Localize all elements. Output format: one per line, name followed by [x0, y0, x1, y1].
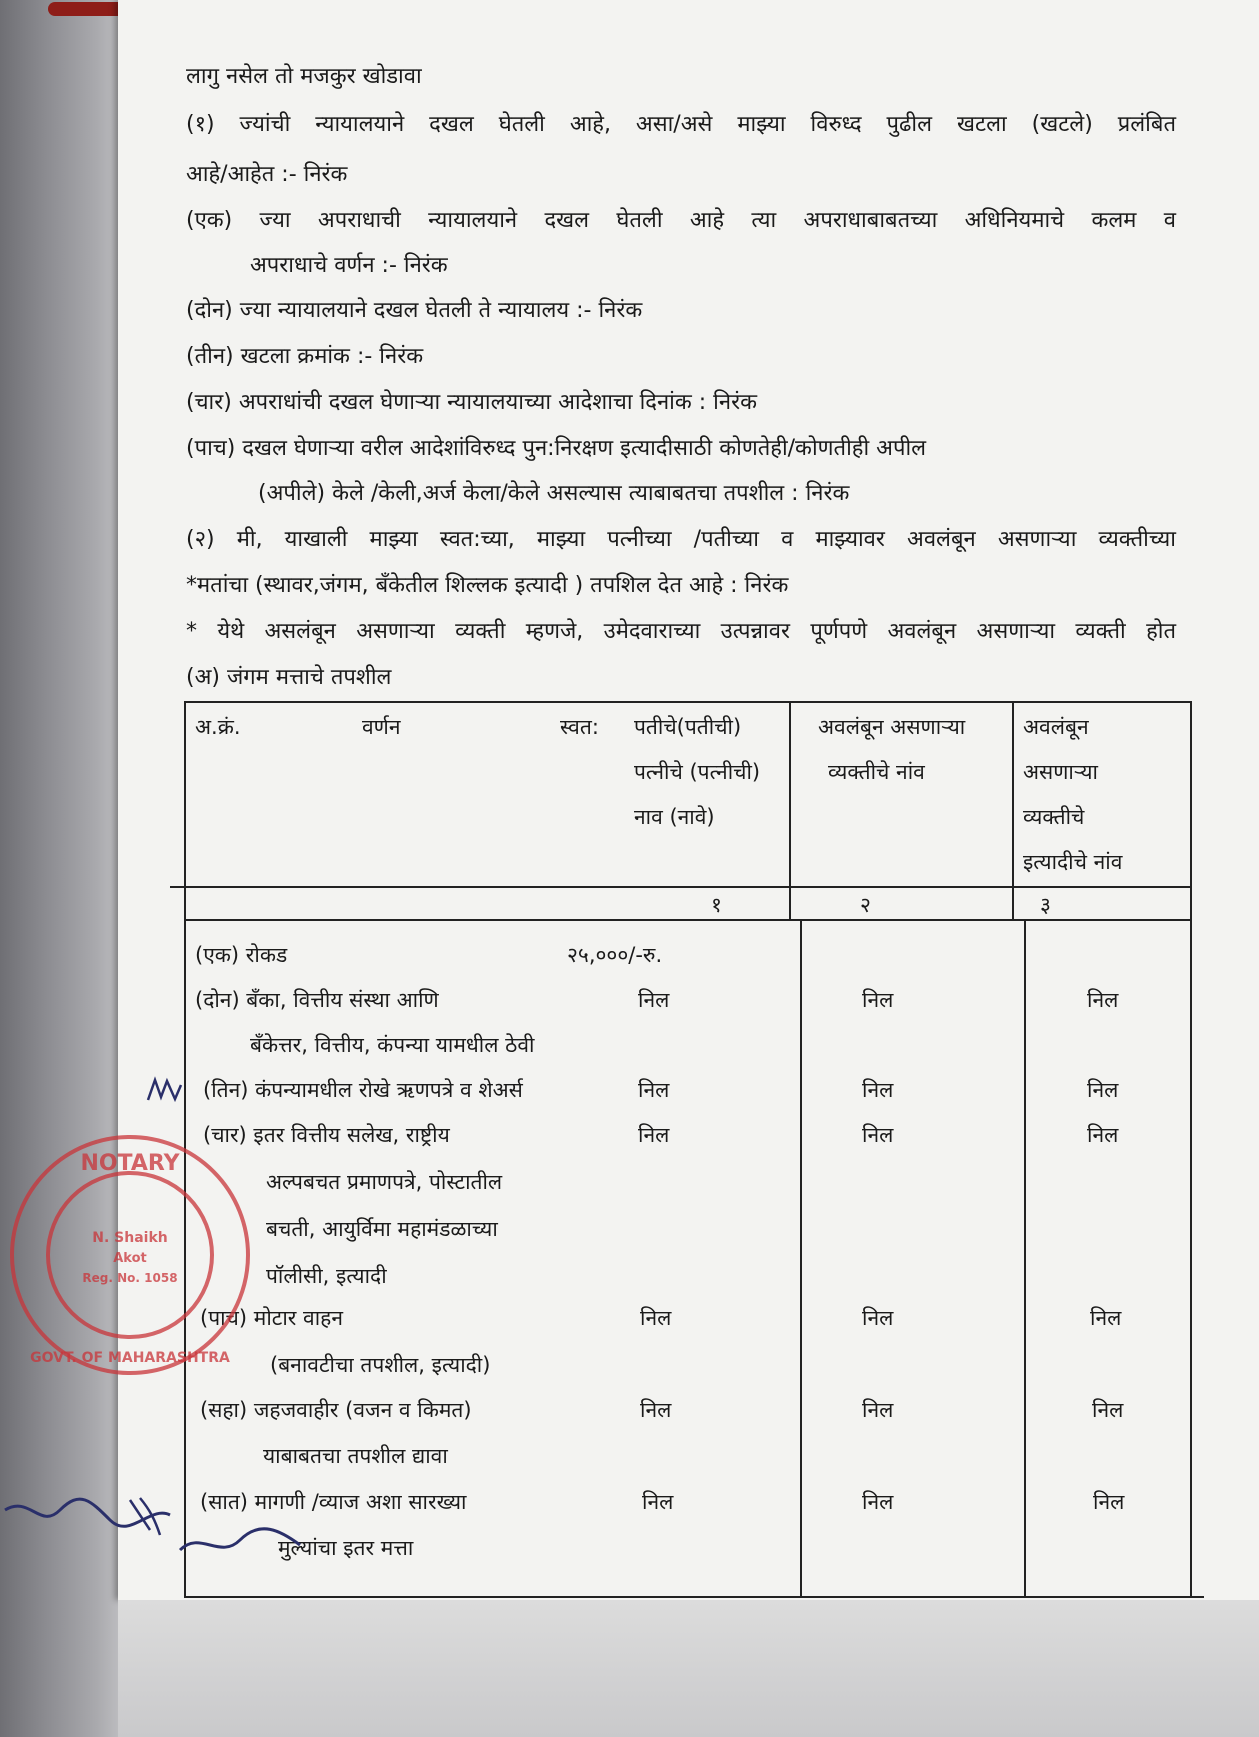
row4-spouse: निल	[638, 1123, 670, 1147]
row6-dependent: निल	[862, 1398, 894, 1422]
stamp-text-reg: Reg. No. 1058	[82, 1271, 178, 1285]
row2-spouse: निल	[638, 988, 670, 1012]
section2-line2: *मतांचा (स्थावर,जंगम, बँकेतील शिल्लक इत्यादी ) तपशिल देत आहे : निरंक	[186, 573, 789, 598]
row4-dependent2: निल	[1087, 1123, 1119, 1147]
section1-item3: (तीन) खटला क्रमांक :- निरंक	[186, 344, 424, 369]
header-dependent2-line2: असणाऱ्या	[1023, 760, 1098, 784]
table-divider-col1	[789, 701, 791, 921]
binding-spine	[0, 0, 120, 1737]
row3-spouse: निल	[638, 1078, 670, 1102]
initial-mark-icon	[145, 1075, 185, 1105]
section2-footnote: * येथे असलंबून असणाऱ्या व्यक्ती म्हणजे, उमेदवाराच्या उत्पन्नावर पूर्णपणे अवलंबून असणाऱ्या व्यक्ती होत	[186, 619, 1176, 644]
section1-item5-line1: (पाच) दखल घेणाऱ्या वरील आदेशांविरुध्द पुन:निरक्षण इत्यादीसाठी कोणतेही/कोणतीही अपील	[186, 436, 927, 461]
row6-label-line2: याबाबतचा तपशील द्यावा	[263, 1444, 448, 1468]
row7-spouse: निल	[642, 1490, 674, 1514]
table-header-rule	[170, 886, 1192, 888]
section1-line1: (१) ज्यांची न्यायालयाने दखल घेतली आहे, असा/असे माझ्या विरुध्द पुढील खटला (खटले) प्रलंबित	[186, 112, 1176, 137]
page-bottom-margin	[118, 1600, 1259, 1737]
col-number-1: १	[711, 893, 722, 917]
section1-item1-line2: अपराधाचे वर्णन :- निरंक	[250, 253, 448, 278]
row7-label-line1: (सात) मागणी /व्याज अशा सारख्या	[200, 1490, 467, 1514]
row1-self: २५,०००/-रु.	[567, 943, 663, 967]
row5-spouse: निल	[640, 1306, 672, 1330]
section2-subheading: (अ) जंगम मत्ताचे तपशील	[186, 665, 392, 690]
row7-dependent: निल	[862, 1490, 894, 1514]
row4-dependent: निल	[862, 1123, 894, 1147]
header-self: स्वत:	[560, 715, 599, 739]
section1-item5-line2: (अपीले) केले /केली,अर्ज केला/केले असल्यास त्याबाबतचा तपशील : निरंक	[258, 481, 850, 506]
row2-dependent2: निल	[1087, 988, 1119, 1012]
row4-label-line4: पॉलीसी, इत्यादी	[266, 1264, 387, 1288]
row1-label: (एक) रोकड	[195, 943, 288, 967]
table-border-bottom	[184, 1596, 1204, 1598]
table-divider-col1-lower	[800, 921, 802, 1596]
header-sr: अ.क्रं.	[195, 715, 241, 739]
section1-line2: आहे/आहेत :- निरंक	[186, 162, 348, 187]
stamp-text-name: N. Shaikh	[92, 1230, 168, 1246]
header-spouse-line1: पतीचे(पतीची)	[634, 715, 742, 739]
row3-label: (तिन) कंपन्यामधील रोखे ऋणपत्रे व शेअर्स	[203, 1078, 523, 1102]
row6-spouse: निल	[640, 1398, 672, 1422]
section1-item2: (दोन) ज्या न्यायालयाने दखल घेतली ते न्यायालय :- निरंक	[186, 298, 643, 323]
row5-dependent2: निल	[1090, 1306, 1122, 1330]
header-dependent2-line1: अवलंबून	[1023, 715, 1089, 739]
handwritten-signature-icon	[0, 1490, 330, 1570]
row7-label-line2: मुल्यांचा इतर मत्ता	[278, 1536, 414, 1560]
row3-dependent2: निल	[1087, 1078, 1119, 1102]
row5-label-line2: (बनावटीचा तपशील, इत्यादी)	[270, 1353, 491, 1377]
section1-item1-line1: (एक) ज्या अपराधाची न्यायालयाने दखल घेतली आहे त्या अपराधाबाबतच्या अधिनियमाचे कलम व	[186, 208, 1176, 233]
table-divider-col2	[1012, 701, 1014, 921]
stamp-text-place: Akot	[113, 1251, 147, 1266]
notary-stamp-icon	[5, 1130, 255, 1380]
row2-dependent: निल	[862, 988, 894, 1012]
row2-label-line1: (दोन) बँका, वित्तीय संस्था आणि	[195, 988, 439, 1012]
header-spouse-line3: नाव (नावे)	[634, 805, 715, 829]
table-divider-col2-lower	[1024, 921, 1026, 1596]
col-number-2: २	[860, 893, 871, 917]
row5-label-line1: (पाच) मोटार वाहन	[200, 1306, 343, 1330]
stamp-text-govt: GOVT. OF MAHARASHTRA	[30, 1350, 230, 1366]
row6-dependent2: निल	[1092, 1398, 1124, 1422]
row4-label-line1: (चार) इतर वित्तीय सलेख, राष्ट्रीय	[203, 1123, 450, 1147]
section1-item4: (चार) अपराधांची दखल घेणाऱ्या न्यायालयाच्या आदेशाचा दिनांक : निरंक	[186, 390, 757, 415]
header-dependent-line2: व्यक्तीचे नांव	[828, 760, 925, 784]
header-description: वर्णन	[362, 715, 401, 739]
col-number-3: ३	[1040, 893, 1051, 917]
header-dependent2-line3: व्यक्तीचे	[1023, 805, 1085, 829]
header-note: लागु नसेल तो मजकुर खोडावा	[186, 64, 422, 89]
stamp-text-notary: NOTARY	[80, 1151, 180, 1176]
header-spouse-line2: पत्नीचे (पत्नीची)	[634, 760, 761, 784]
row6-label-line1: (सहा) जहजवाहीर (वजन व किमत)	[200, 1398, 472, 1422]
row2-label-line2: बॅंकेत्तर, वित्तीय, कंपन्या यामधील ठेवी	[250, 1033, 535, 1057]
header-dependent-line1: अवलंबून असणाऱ्या	[818, 715, 966, 739]
table-border-top	[184, 701, 1192, 703]
row7-dependent2: निल	[1093, 1490, 1125, 1514]
row5-dependent: निल	[862, 1306, 894, 1330]
section2-line1: (२) मी, याखाली माझ्या स्वत:च्या, माझ्या पत्नीच्या /पतीच्या व माझ्यावर अवलंबून असणाऱ्या व्यक्तीच्या	[186, 527, 1176, 552]
header-dependent2-line4: इत्यादीचे नांव	[1023, 850, 1123, 874]
table-border-right	[1190, 701, 1192, 1596]
row3-dependent: निल	[862, 1078, 894, 1102]
row4-label-line2: अल्पबचत प्रमाणपत्रे, पोस्टातील	[266, 1170, 503, 1194]
row4-label-line3: बचती, आयुर्विमा महामंडळाच्या	[266, 1217, 498, 1241]
